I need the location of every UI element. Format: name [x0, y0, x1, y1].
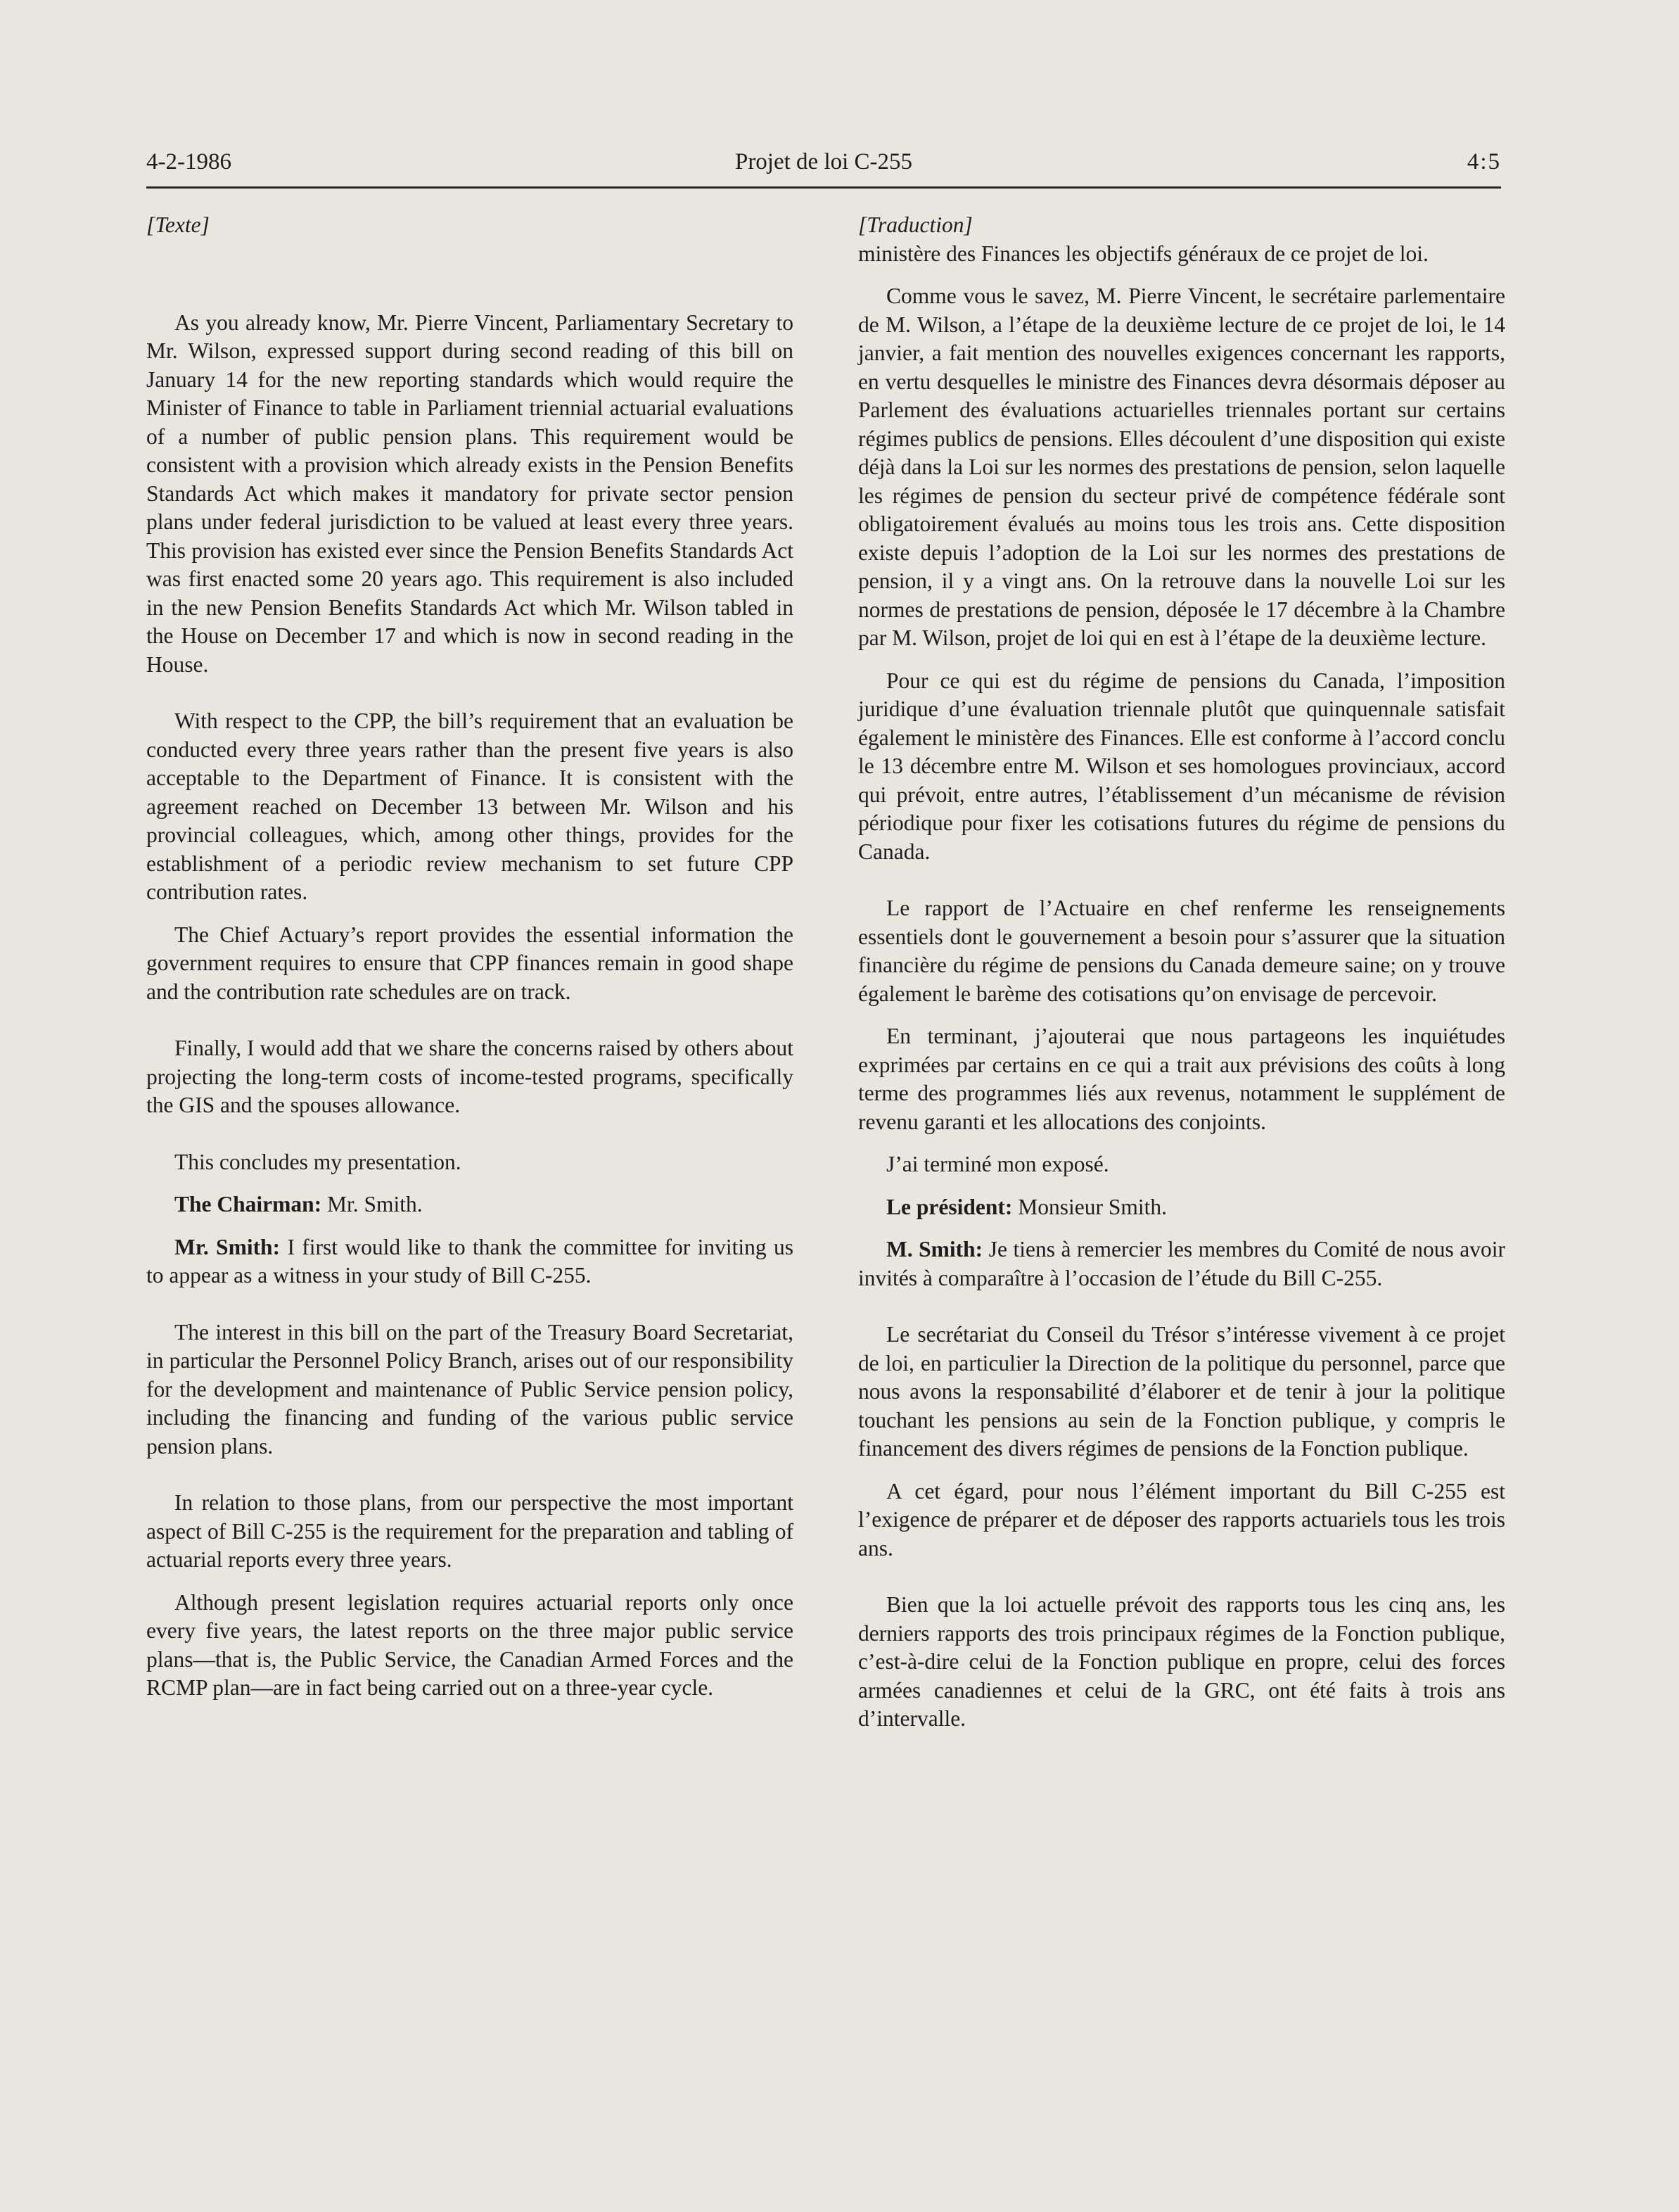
paragraph: Le secrétariat du Conseil du Trésor s’intéresse vivement à ce projet de loi, en particulier la Direction de la politique du personnel, parce que nous avons la responsabilité d’élaborer et de tenir à jour la politique touchant les pensions au sein de la Fonction publique, y compris le financement des divers régimes de pensions de la Fonction publique. — [858, 1322, 1505, 1461]
speaker-name: Le président: — [886, 1194, 1013, 1219]
paragraph: J’ai terminé mon exposé. — [886, 1152, 1109, 1176]
speaker-text: Mr. Smith. — [321, 1192, 423, 1216]
header-rule — [146, 186, 1501, 189]
speaker-paragraph — [146, 1190, 793, 1219]
text-label: [Texte] — [146, 212, 210, 237]
paragraph: Comme vous le savez, M. Pierre Vincent, le secrétaire parlementaire de M. Wilson, a l’étape de la deuxième lecture de ce projet de loi, le 14 janvier, a fait mention des nouvelles exigences concernant les rapports, en vertu desquelles le ministre des Finances devra désormais déposer au Parlement des évaluations actuarielles triennales portant sur certains régimes publics de pensions. Elles découlent d’une disposition qui existe déjà dans la Loi sur les normes des prestations de pension, selon laquelle les régimes de pension du secteur privé de compétence fédérale sont obligatoirement évalués au moins tous les trois ans. Cette disposition existe depuis l’adoption de la Loi sur les normes des prestations de pension, il y a vingt ans. On la retrouve dans la nouvelle Loi sur les normes de prestations de pension, déposée le 17 décembre à la Chambre par M. Wilson, projet de loi qui en est à l’étape de la deuxième lecture. — [858, 284, 1505, 650]
paragraph: Although present legislation requires actuarial reports only once every five years, the latest reports on the three major public service plans—that is, the Public Service, the Canadian Armed Forces and the RCMP plan—are in fact being carried out on a three-year cycle. — [146, 1589, 793, 1700]
speaker-name: The Chairman: — [174, 1192, 322, 1216]
paragraph: Le rapport de l’Actuaire en chef renferme les renseignements essentiels dont le gouvernement a besoin pour s’assurer que la situation financière du régime de pensions du Canada demeure saine; on y trouve également le barème des cotisations qu’on envisage de percevoir. — [858, 896, 1505, 1006]
speaker-paragraph — [858, 1235, 1505, 1292]
paragraph: ministère des Finances les objectifs généraux de ce projet de loi. — [858, 241, 1429, 266]
speaker-paragraph — [858, 1193, 1505, 1222]
running-header — [146, 149, 1501, 182]
paragraph: In relation to those plans, from our perspective the most important aspect of Bill C-255 is the requirement for the preparation and tabling of actuarial reports every three years. — [146, 1490, 793, 1572]
paragraph: As you already know, Mr. Pierre Vincent, Parliamentary Secretary to Mr. Wilson, expressed support during second reading of this bill on January 14 for the new reporting standards which would require the Minister of Finance to table in Parliament triennial actuarial evaluations of a number of public pension plans. This requirement would be consistent with a provision which already exists in the Pension Benefits Standards Act which makes it mandatory for private sector pension plans under federal jurisdiction to be valued at least every three years. This provision has existed ever since the Pension Benefits Standards Act was first enacted some 20 years ago. This requirement is also included in the new Pension Benefits Standards Act which Mr. Wilson tabled in the House on December 17 and which is now in second reading in the House. — [146, 310, 793, 677]
paragraph: A cet égard, pour nous l’élément important du Bill C-255 est l’exigence de préparer et de déposer des rapports actuariels tous les trois ans. — [858, 1478, 1505, 1561]
header-title: Projet de loi C-255 — [734, 149, 913, 174]
paragraph: This concludes my presentation. — [174, 1149, 461, 1174]
speaker-text: I first would like to thank the committee for inviting us to appear as a witness in your study of Bill C-255. — [146, 1234, 793, 1288]
paragraph: Bien que la loi actuelle prévoit des rapports tous les cinq ans, les derniers rapports des trois principaux régimes de la Fonction publique, c’est-à-dire celui de la Fonction publique en propre, celui des forces armées canadiennes et celui de la GRC, ont été faits à trois ans d’intervalle. — [858, 1592, 1505, 1731]
paragraph: Finally, I would add that we share the concerns raised by others about projecting the long-term costs of income-tested programs, specifically the GIS and the spouses allowance. — [146, 1036, 793, 1117]
paragraph: The Chief Actuary’s report provides the essential information the government requires to ensure that CPP finances remain in good shape and the contribution rate schedules are on track. — [146, 922, 793, 1004]
speaker-paragraph — [146, 1233, 793, 1290]
speaker-text: Je tiens à remercier les membres du Comité de nous avoir invités à comparaître à l’occasion de l’étude du Bill C-255. — [858, 1237, 1505, 1290]
speaker-name: M. Smith: — [886, 1237, 983, 1261]
paragraph: With respect to the CPP, the bill’s requirement that an evaluation be conducted every three years rather than the present five years is also acceptable to the Department of Finance. It is consistent with the agreement reached on December 13 between Mr. Wilson and his provincial colleagues, which, among other things, provides for the establishment of a periodic review mechanism to set future CPP contribution rates. — [146, 708, 793, 904]
english-column — [146, 211, 793, 1703]
speaker-name: Mr. Smith: — [174, 1234, 281, 1259]
translation-label: [Traduction] — [858, 212, 973, 237]
paragraph: The interest in this bill on the part of the Treasury Board Secretariat, in particular the Personnel Policy Branch, arises out of our responsibility for the development and maintenance of Public Service pension policy, including the financing and funding of the various public service pension plans. — [146, 1319, 793, 1458]
french-column — [858, 211, 1505, 1734]
header-date: 4-2-1986 — [146, 149, 231, 174]
paragraph: Pour ce qui est du régime de pensions du Canada, l’imposition juridique d’une évaluation triennale plutôt que quinquennale satisfait également le ministère des Finances. Elle est conforme à l’accord conclu le 13 décembre entre M. Wilson et ses homologues provinciaux, accord qui prévoit, entre autres, l’établissement d’un mécanisme de révision périodique pour fixer les cotisations futures du régime de pensions du Canada. — [858, 668, 1505, 864]
header-page-number: 4:5 — [1467, 149, 1501, 174]
speaker-text: Monsieur Smith. — [1012, 1194, 1167, 1219]
paragraph: En terminant, j’ajouterai que nous partageons les inquiétudes exprimées par certains en ce qui a trait aux prévisions des coûts à long terme des programmes liés aux revenus, notamment le supplément de revenu garanti et les allocations des conjoints. — [858, 1024, 1505, 1134]
